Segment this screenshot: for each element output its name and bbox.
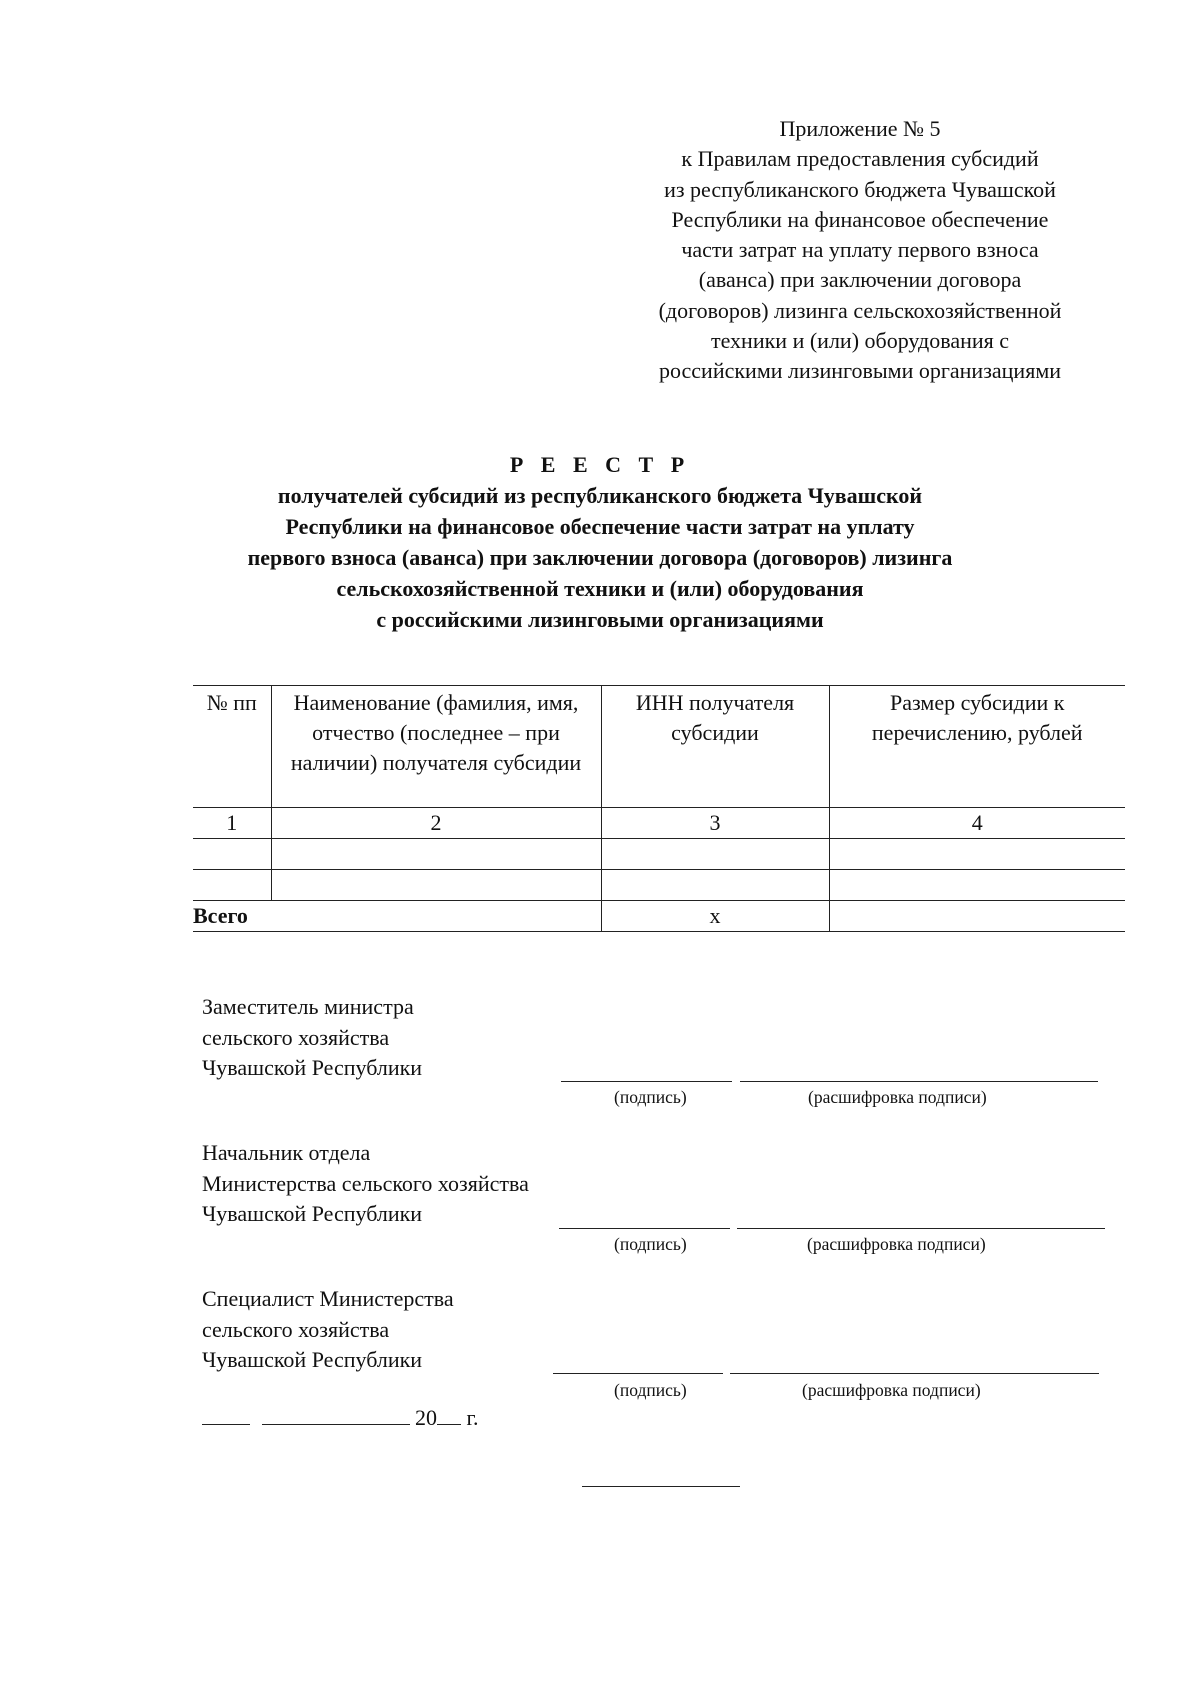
table-cell <box>193 870 271 901</box>
signature-line <box>553 1373 723 1374</box>
table-cell <box>829 839 1125 870</box>
table-row <box>193 839 1125 870</box>
appendix-line: техники и (или) оборудования с <box>710 328 1010 354</box>
date-year-suffix: г. <box>461 1405 479 1430</box>
title-line: получателей субсидий из республиканского бюджета Чувашской <box>277 483 923 508</box>
signature-decode-line <box>740 1081 1098 1082</box>
total-inn: х <box>601 901 829 932</box>
signature-decode-caption: (расшифровка подписи) <box>807 1234 986 1254</box>
column-numbers-row <box>193 808 1125 839</box>
signatory-deputy-minister <box>202 992 422 1084</box>
signature-decode-caption: (расшифровка подписи) <box>802 1380 981 1400</box>
table-cell <box>193 839 271 870</box>
signatory-role-line: Заместитель министра <box>202 994 414 1019</box>
signatory-role-line: Чувашской Республики <box>202 1201 423 1226</box>
signature-caption: (подпись) <box>614 1234 687 1254</box>
signatory-role-line: сельского хозяйства <box>202 1024 390 1050</box>
date-month-blank <box>262 1404 410 1425</box>
date-year-prefix: 20 <box>415 1405 437 1430</box>
column-number: 2 <box>271 808 601 839</box>
signature-caption: (подпись) <box>614 1380 687 1400</box>
appendix-line: к Правилам предоставления субсидий <box>681 146 1039 172</box>
title-line: сельскохозяйственной техники и (или) оборудования <box>336 576 864 601</box>
table-cell <box>601 839 829 870</box>
total-row <box>193 901 1125 932</box>
table-header-row <box>193 686 1125 808</box>
appendix-line: части затрат на уплату первого взноса <box>681 237 1039 263</box>
date-year-blank <box>437 1404 461 1425</box>
signatory-role-line: Чувашской Республики <box>202 1347 423 1372</box>
signatory-specialist <box>202 1284 454 1376</box>
title-line: Республики на финансовое обеспечение части затрат на уплату <box>285 514 915 539</box>
column-number: 3 <box>601 808 829 839</box>
signature-decode-line <box>730 1373 1099 1374</box>
signature-caption: (подпись) <box>614 1087 687 1107</box>
appendix-block <box>600 114 1120 387</box>
signatory-role-line: Чувашской Республики <box>202 1055 423 1080</box>
title-heading: Р Е Е С Т Р <box>509 452 691 477</box>
title-line: первого взноса (аванса) при заключении договора (договоров) лизинга <box>247 545 953 570</box>
signatory-role-line: Специалист Министерства <box>202 1286 454 1311</box>
table-cell <box>829 870 1125 901</box>
header-amount: Размер субсидии к перечислению, рублей <box>829 686 1125 808</box>
appendix-line: Приложение № 5 <box>779 116 941 141</box>
header-name: Наименование (фамилия, имя, отчество (последнее – при наличии) получателя субсидии <box>271 686 601 808</box>
appendix-line: (аванса) при заключении договора <box>698 267 1022 293</box>
appendix-line: из республиканского бюджета Чувашской <box>664 176 1056 202</box>
appendix-line: Республики на финансовое обеспечение <box>671 206 1049 232</box>
signature-line <box>561 1081 732 1082</box>
signatory-role-line: Начальник отдела <box>202 1140 371 1165</box>
table-cell <box>271 870 601 901</box>
document-title <box>150 449 1050 635</box>
total-amount <box>829 901 1125 932</box>
date-line <box>202 1404 479 1431</box>
date-day-blank <box>202 1404 250 1425</box>
footer-rule <box>582 1486 740 1487</box>
table-row <box>193 870 1125 901</box>
signature-decode-line <box>737 1228 1105 1229</box>
title-line: с российскими лизинговыми организациями <box>376 607 824 632</box>
signature-decode-caption: (расшифровка подписи) <box>808 1087 987 1107</box>
table-cell <box>271 839 601 870</box>
registry-table <box>193 685 1125 932</box>
header-inn: ИНН получателя субсидии <box>601 686 829 808</box>
signatory-role-line: Министерства сельского хозяйства <box>202 1170 529 1196</box>
appendix-line: (договоров) лизинга сельскохозяйственной <box>658 297 1062 323</box>
header-number: № пп <box>193 686 271 808</box>
appendix-line: российскими лизинговыми организациями <box>658 358 1062 384</box>
column-number: 1 <box>193 808 271 839</box>
signatory-department-head <box>202 1138 529 1230</box>
table-cell <box>601 870 829 901</box>
column-number: 4 <box>829 808 1125 839</box>
signatory-role-line: сельского хозяйства <box>202 1316 390 1342</box>
signature-line <box>559 1228 730 1229</box>
total-label: Всего <box>193 901 601 932</box>
